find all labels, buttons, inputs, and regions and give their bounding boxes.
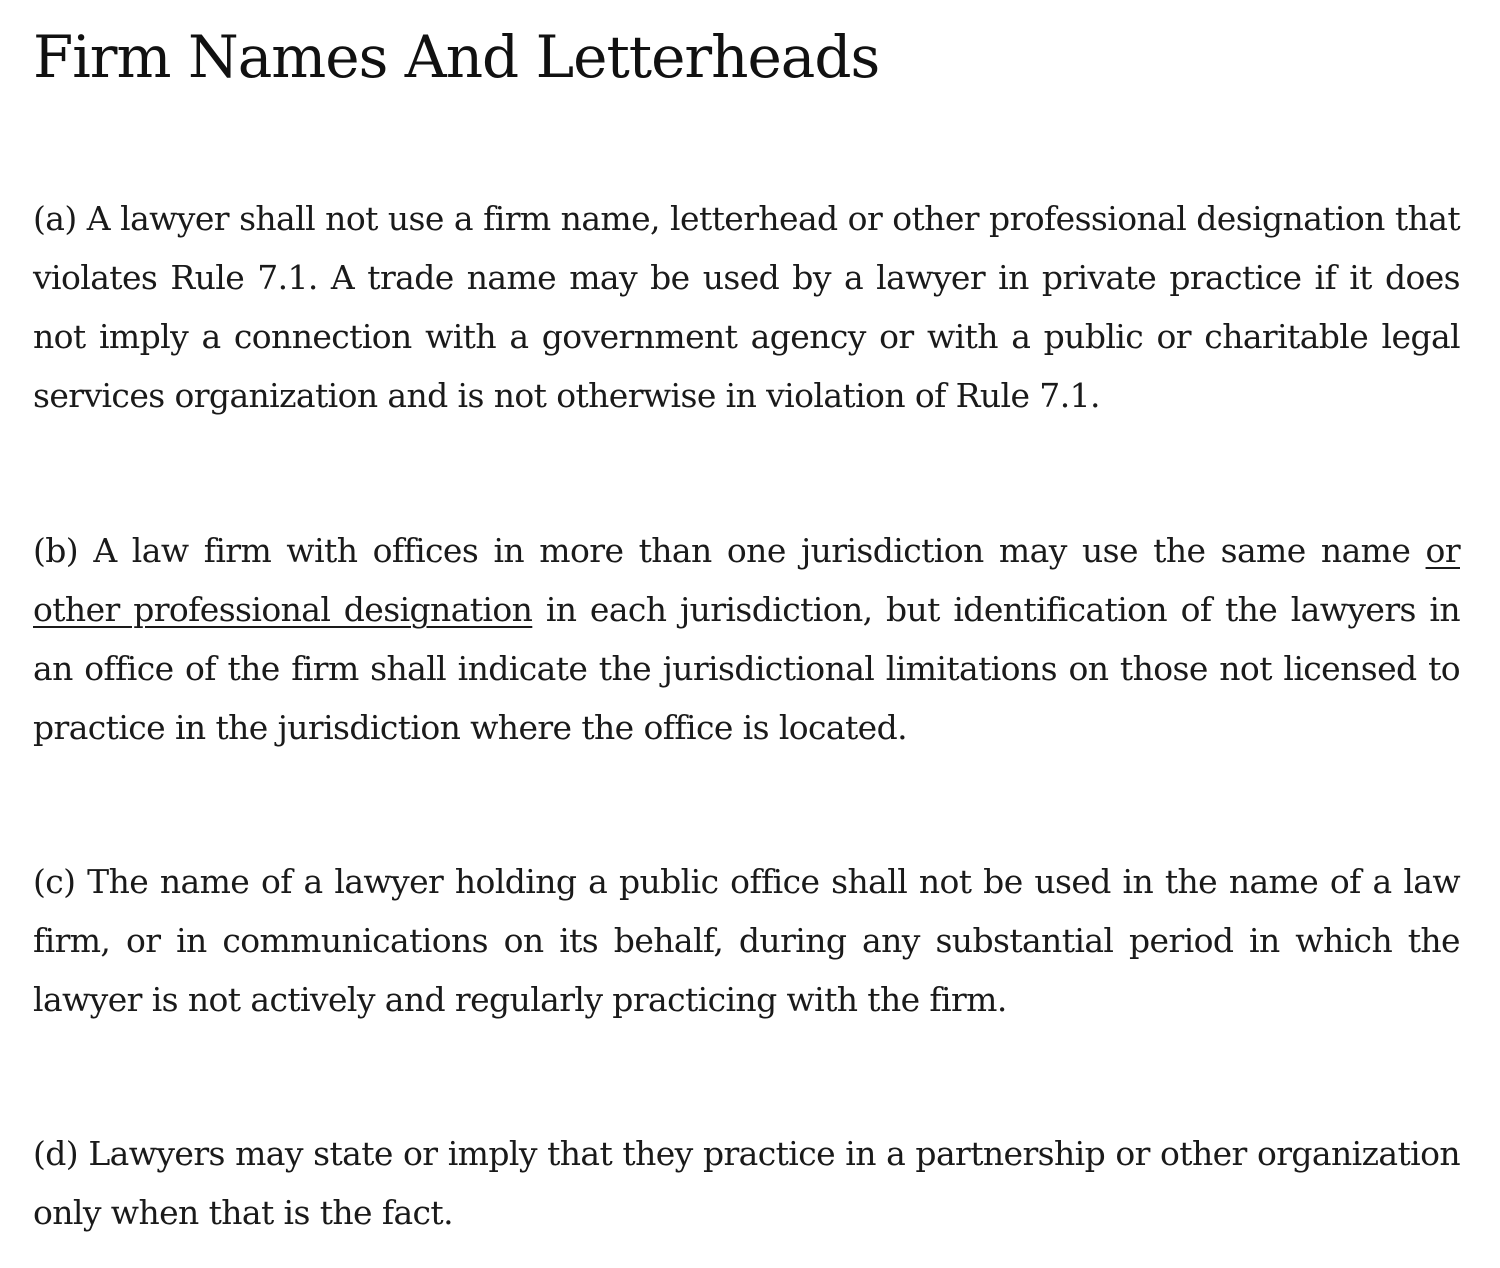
paragraph-b-text-before: (b) A law firm with offices in more than one jurisdiction may use the same name	[33, 531, 1426, 570]
paragraph-a: (a) A lawyer shall not use a firm name, letterhead or other professional designation that violates Rule 7.1. A trade name may be used by a lawyer in private practice if it does not imply a connection with a government agency or with a public or charitable legal services organization and is not otherwise in violation of Rule 7.1.	[33, 199, 1460, 415]
page-title: Firm Names And Letterheads	[33, 23, 880, 91]
paragraph-b	[33, 521, 1460, 757]
professional-designation-link[interactable]: or other professional designation	[33, 531, 1460, 629]
paragraph-b-text-after: in each jurisdiction, but identification of the lawyers in an office of the firm shall indicate the jurisdictional limitations on those not licensed to practice in the jurisdiction where the office is located.	[33, 590, 1460, 747]
paragraph-c: (c) The name of a lawyer holding a public office shall not be used in the name of a law firm, or in communications on its behalf, during any substantial period in which the lawyer is not actively and regularly practicing with the firm.	[33, 862, 1460, 1019]
paragraph-d: (d) Lawyers may state or imply that they practice in a partnership or other organization only when that is the fact.	[33, 1134, 1460, 1232]
